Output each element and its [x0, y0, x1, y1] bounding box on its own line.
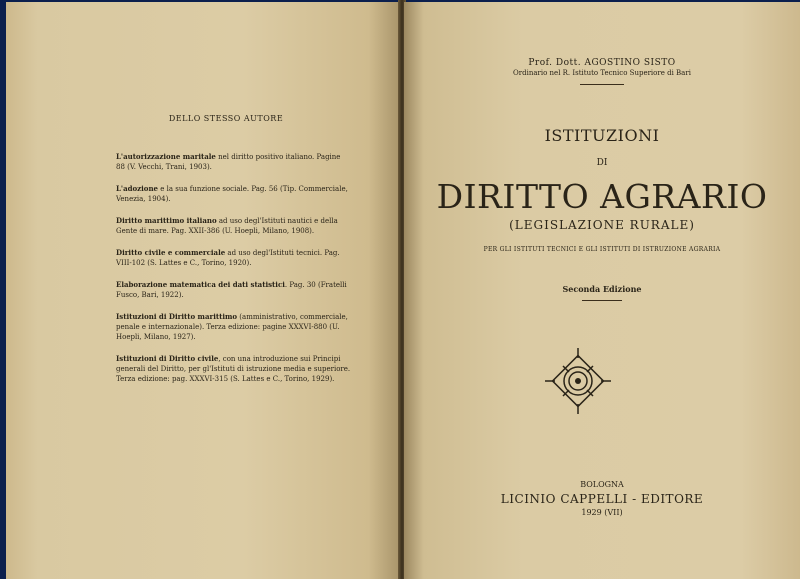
list-item	[116, 312, 351, 342]
publisher-name: LICINIO CAPPELLI - EDITORE	[500, 492, 704, 506]
title-line-2: DI	[596, 158, 608, 168]
edition-label: Seconda Edizione	[562, 284, 642, 294]
list-item	[116, 354, 351, 384]
entry-details: , con una introduzione sui Principi generali del Diritto, per gl'Istituti di istruzione media e superiore. Terza edizione: pag. XXXVI-315 (S. Lattes e C., Torino, 1929).	[116, 355, 351, 383]
publication-list	[116, 152, 351, 396]
entry-details: e la sua funzione sociale. Pag. 56 (Tip. Commerciale, Venezia, 1904).	[116, 185, 348, 203]
list-item	[116, 280, 351, 300]
title-line-1: ISTITUZIONI	[544, 126, 660, 145]
entry-details: ad uso degl'Istituti nautici e della Gente di mare. Pag. XXII-386 (U. Hoepli, Milano, 1908).	[116, 217, 338, 235]
entry-title: L'adozione	[116, 184, 159, 193]
subtitle: (LEGISLAZIONE RURALE)	[509, 218, 695, 232]
author-name: Prof. Dott. AGOSTINO SISTO	[528, 58, 676, 68]
entry-title: L'autorizzazione maritale	[116, 152, 216, 161]
list-item	[116, 216, 351, 236]
entry-details: . Pag. 30 (Fratelli Fusco, Bari, 1922).	[116, 281, 347, 299]
divider	[582, 300, 622, 301]
divider	[580, 84, 624, 85]
left-page	[6, 2, 400, 579]
entry-title: Istituzioni di Diritto civile	[116, 354, 219, 363]
list-heading: DELLO STESSO AUTORE	[168, 114, 284, 123]
entry-title: Elaborazione matematica dei dati statistici	[116, 280, 285, 289]
page-title: DIRITTO AGRARIO	[436, 177, 768, 216]
entry-details: (amministrativo, commerciale, penale e internazionale). Terza edizione: pagine XXXVI-880 (U. Hoepli, Milano, 1927).	[116, 313, 348, 341]
publication-year: 1929 (VII)	[581, 508, 623, 517]
entry-details: nel diritto positivo italiano. Pagine 88 (V. Vecchi, Trani, 1903).	[116, 153, 341, 171]
entry-title: Istituzioni di Diritto marittimo	[116, 312, 238, 321]
list-item	[116, 248, 351, 268]
list-item	[116, 152, 351, 172]
audience-line: PER GLI ISTITUTI TECNICI E GLI ISTITUTI DI ISTRUZIONE AGRARIA	[483, 246, 721, 253]
publisher-emblem-icon	[543, 346, 613, 416]
author-affiliation: Ordinario nel R. Istituto Tecnico Superiore di Bari	[513, 69, 691, 77]
entry-title: Diritto civile e commerciale	[116, 248, 226, 257]
publisher-city: BOLOGNA	[580, 480, 624, 489]
entry-title: Diritto marittimo italiano	[116, 216, 217, 225]
entry-details: ad uso degl'Istituti tecnici. Pag. VIII-102 (S. Lattes e C., Torino, 1920).	[116, 249, 340, 267]
list-item	[116, 184, 351, 204]
